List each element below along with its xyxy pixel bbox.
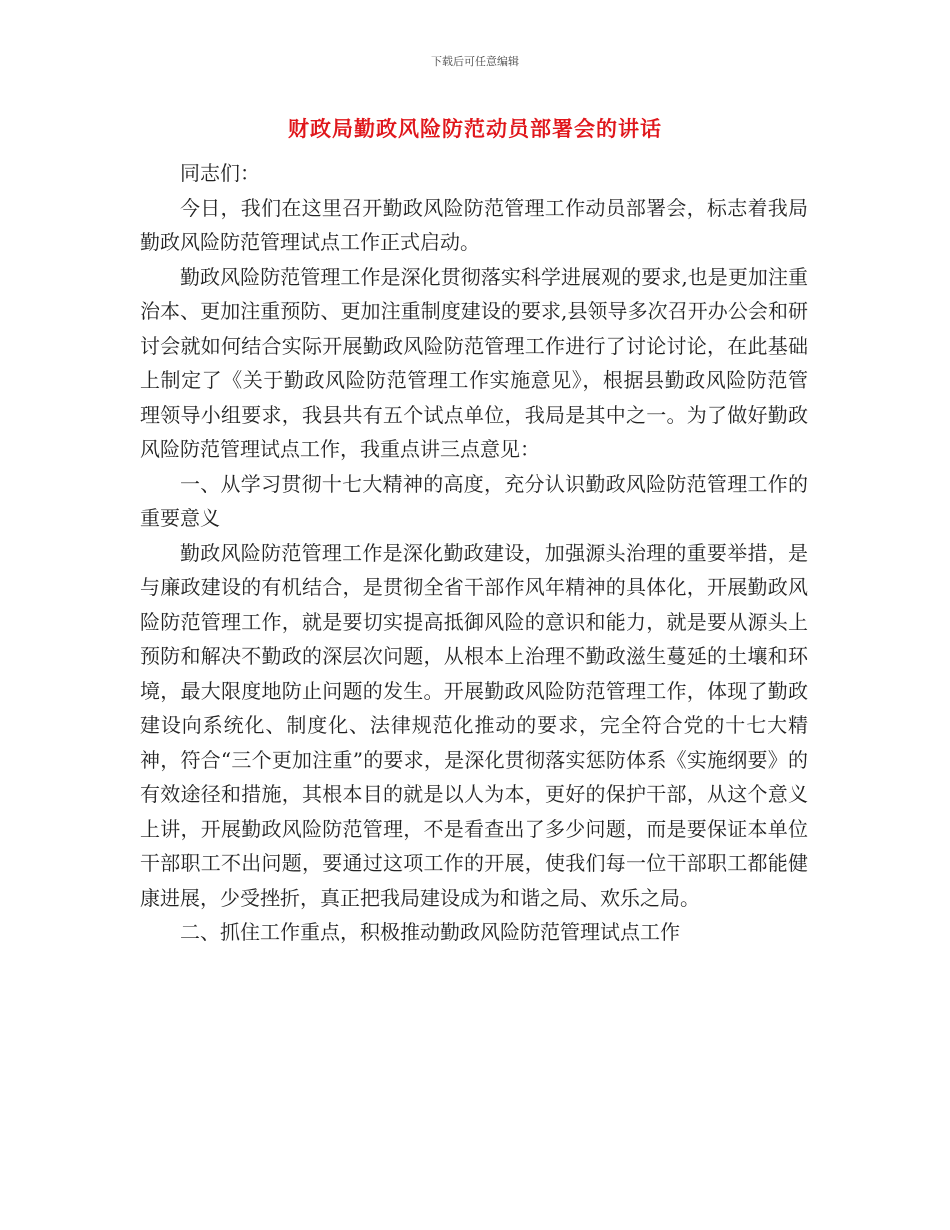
- paragraph-opening: 今日，我们在这里召开勤政风险防范管理工作动员部署会，标志着我局勤政风险防范管理试点工作正式启动。: [140, 195, 808, 254]
- header-note: 下载后可任意编辑: [431, 55, 519, 68]
- section-heading-2: 二、抓住工作重点，积极推动勤政风险防范管理试点工作: [180, 920, 680, 944]
- document-body: [140, 156, 808, 950]
- paragraph-background: 勤政风险防范管理工作是深化贯彻落实科学进展观的要求,也是更加注重治本、更加注重预防、更加注重制度建设的要求,县领导多次召开办公会和研讨会就如何结合实际开展勤政风险防范管理工作进行了讨论讨论，在此基础上制定了《关于勤政风险防范管理工作实施意见》，根据县勤政风险防范管理领导小组要求，我县共有五个试点单位，我局是其中之一。为了做好勤政风险防范管理试点工作，我重点讲三点意见：: [140, 264, 808, 461]
- document-title: 财政局勤政风险防范动员部署会的讲话: [288, 116, 662, 141]
- salutation: 同志们：: [180, 161, 260, 185]
- paragraph-significance: 勤政风险防范管理工作是深化勤政建设，加强源头治理的重要举措，是与廉政建设的有机结合，是贯彻全省干部作风年精神的具体化，开展勤政风险防范管理工作，就是要切实提高抵御风险的意识和能力，就是要从源头上预防和解决不勤政的深层次问题，从根本上治理不勤政滋生蔓延的土壤和环境，最大限度地防止问题的发生。开展勤政风险防范管理工作，体现了勤政建设向系统化、制度化、法律规范化推动的要求，完全符合党的十七大精神，符合“三个更加注重”的要求，是深化贯彻落实惩防体系《实施纲要》的有效途径和措施，其根本目的就是以人为本，更好的保护干部，从这个意义上讲，开展勤政风险防范管理，不是看查出了多少问题，而是要保证本单位干部职工不出问题，要通过这项工作的开展，使我们每一位干部职工都能健康进展，少受挫折，真正把我局建设成为和谐之局、欢乐之局。: [140, 540, 808, 910]
- section-heading-1: 一、从学习贯彻十七大精神的高度，充分认识勤政风险防范管理工作的重要意义: [140, 471, 808, 530]
